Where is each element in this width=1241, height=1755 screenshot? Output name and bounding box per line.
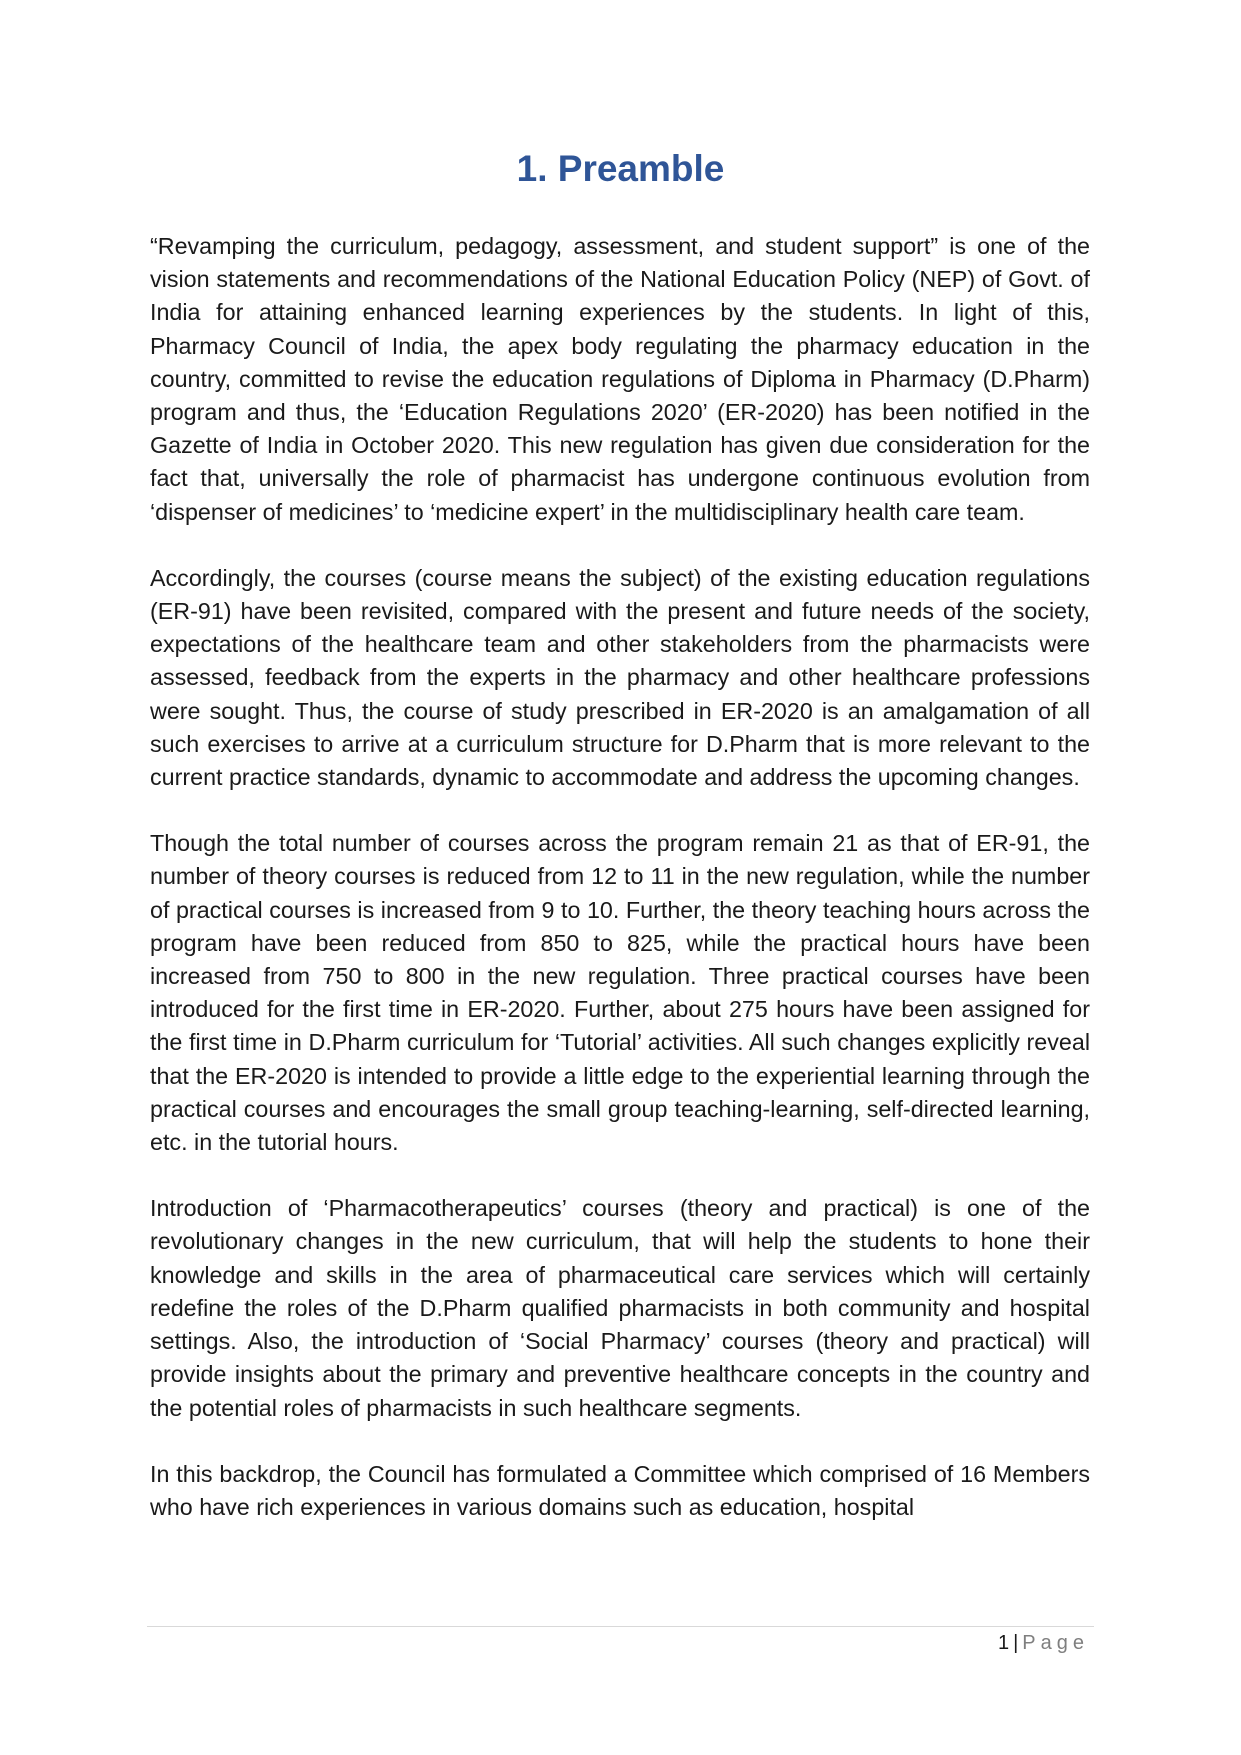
- paragraph-1: “Revamping the curriculum, pedagogy, assessment, and student support” is one of the vision statements and recommendations of the National Education Policy (NEP) of Govt. of India for attaining enhanced learning experiences by the students. In light of this, Pharmacy Council of India, the apex body regulating the pharmacy education in the country, committed to revise the education regulations of Diploma in Pharmacy (D.Pharm) program and thus, the ‘Education Regulations 2020’ (ER-2020) has been notified in the Gazette of India in October 2020. This new regulation has given due consideration for the fact that, universally the role of pharmacist has undergone continuous evolution from ‘dispenser of medicines’ to ‘medicine expert’ in the multidisciplinary health care team.: [150, 233, 1090, 525]
- page-footer: [998, 1632, 1089, 1655]
- paragraph-5: In this backdrop, the Council has formulated a Committee which comprised of 16 Members who have rich experiences in various domains such as education, hospital: [150, 1460, 1090, 1520]
- paragraph-2: Accordingly, the courses (course means the subject) of the existing education regulations (ER-91) have been revisited, compared with the present and future needs of the society, expectations of the healthcare team and other stakeholders from the pharmacists were assessed, feedback from the experts in the pharmacy and other healthcare professions were sought. Thus, the course of study prescribed in ER-2020 is an amalgamation of all such exercises to arrive at a curriculum structure for D.Pharm that is more relevant to the current practice standards, dynamic to accommodate and address the upcoming changes.: [150, 564, 1090, 791]
- page-number-separator: |: [1013, 1632, 1019, 1654]
- paragraph-3: Though the total number of courses across the program remain 21 as that of ER-91, the number of theory courses is reduced from 12 to 11 in the new regulation, while the number of practical courses is increased from 9 to 10. Further, the theory teaching hours across the program have been reduced from 850 to 825, while the practical hours have been increased from 750 to 800 in the new regulation. Three practical courses have been introduced for the first time in ER-2020. Further, about 275 hours have been assigned for the first time in D.Pharm curriculum for ‘Tutorial’ activities. All such changes explicitly reveal that the ER-2020 is intended to provide a little edge to the experiential learning through the practical courses and encourages the small group teaching-learning, self-directed learning, etc. in the tutorial hours.: [150, 830, 1090, 1156]
- page-title: 1. Preamble: [516, 148, 725, 189]
- page-label: Page: [1022, 1632, 1089, 1654]
- document-body: [150, 230, 1090, 1557]
- paragraph-4: Introduction of ‘Pharmacotherapeutics’ courses (theory and practical) is one of the revolutionary changes in the new curriculum, that will help the students to hone their knowledge and skills in the area of pharmaceutical care services which will certainly redefine the roles of the D.Pharm qualified pharmacists in both community and hospital settings. Also, the introduction of ‘Social Pharmacy’ courses (theory and practical) will provide insights about the primary and preventive healthcare concepts in the country and the potential roles of pharmacists in such healthcare segments.: [150, 1195, 1090, 1421]
- footer-divider: [147, 1626, 1094, 1627]
- page-number-value: 1: [997, 1632, 1010, 1654]
